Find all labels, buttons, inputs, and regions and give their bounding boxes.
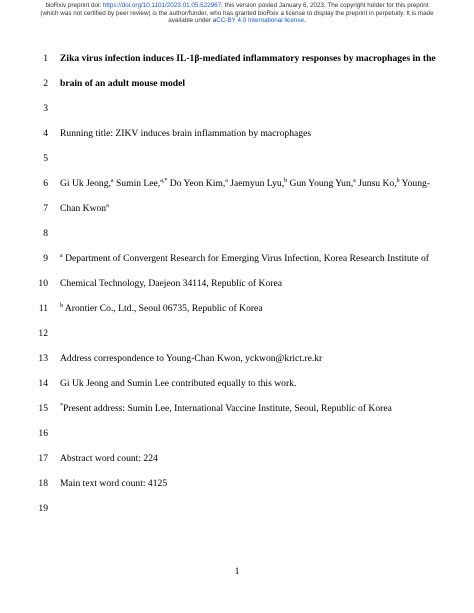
line-number: 10 (38, 278, 48, 289)
banner-license-suffix: . (303, 17, 306, 25)
line-number: 9 (43, 253, 48, 264)
author-name: Jaemyun Lyu, (227, 178, 285, 189)
banner-line1-suffix: ; this version posted January 6, 2023. The copyright holder for this preprint (221, 2, 429, 9)
author-name: Junsu Ko, (355, 178, 397, 189)
equal-contribution-note: Gi Uk Jeong and Sumin Lee contributed equally to this work. (60, 378, 297, 389)
present-address-mark: * (60, 402, 63, 409)
banner-line-2: (which was not certified by peer review) is the author/funder, who has granted bioRxiv a license to display the preprint in perpetuity. It is made (40, 9, 434, 17)
author-affiliation-mark: b (284, 177, 288, 184)
abstract-word-count: Abstract word count: 224 (60, 453, 158, 464)
doi-link[interactable]: https://doi.org/10.1101/2023.01.05.522967 (102, 2, 222, 9)
author-list-line-2 (60, 203, 416, 214)
affiliation-text: Department of Convergent Research for Emerging Virus Infection, Korea Research Institute of (62, 253, 429, 264)
banner-license-prefix: available under a (168, 17, 217, 25)
paper-title-line-1: Zika virus infection induces IL-1β-mediated inflammatory responses by macrophages in the (60, 53, 436, 64)
license-link[interactable]: CC-BY 4.0 International license (216, 17, 304, 25)
line-number: 15 (38, 403, 48, 414)
line-number: 11 (38, 303, 48, 314)
author-name: Chan Kwon (60, 203, 107, 214)
line-number: 1 (43, 53, 48, 64)
line-number: 12 (38, 328, 48, 339)
affiliation-b (60, 303, 416, 314)
line-number: 6 (43, 178, 48, 189)
present-address (60, 403, 416, 414)
page-number: 1 (234, 566, 240, 577)
author-affiliation-mark: a (106, 202, 109, 209)
author-name: Sumin Lee, (113, 178, 161, 189)
line-number: 19 (38, 503, 48, 514)
author-affiliation-mark: a (225, 177, 228, 184)
line-number: 13 (38, 353, 48, 364)
line-number: 4 (43, 128, 48, 139)
affiliation-a-line-1 (60, 252, 429, 264)
present-address-text: Present address: Sumin Lee, International Vaccine Institute, Seoul, Republic of Korea (63, 403, 392, 414)
affiliation-mark: b (60, 302, 63, 309)
author-affiliation-mark: a (110, 177, 114, 184)
main-text-word-count: Main text word count: 4125 (60, 478, 168, 489)
affiliation-mark: a (60, 252, 63, 259)
line-number: 17 (38, 453, 48, 464)
author-name: Do Yeon Kim, (167, 178, 226, 189)
author-name: Gi Uk Jeong, (60, 178, 111, 189)
line-number: 16 (38, 428, 48, 439)
line-number: 3 (43, 103, 48, 114)
author-list-line-1 (60, 177, 431, 189)
line-number: 18 (38, 478, 48, 489)
author-name: Gun Young Yun, (287, 178, 354, 189)
running-title: Running title: ZIKV induces brain inflammation by macrophages (60, 128, 312, 139)
author-affiliation-mark: b (396, 177, 400, 184)
line-number: 7 (43, 203, 48, 214)
author-affiliation-mark: a (353, 177, 356, 184)
affiliation-text: Arontier Co., Ltd., Seoul 06735, Republic of Korea (63, 303, 263, 314)
line-number: 14 (38, 378, 48, 389)
preprint-banner (0, 2, 474, 25)
line-number: 5 (43, 153, 48, 164)
author-affiliation-mark: a,* (160, 177, 168, 184)
banner-doi-prefix: bioRxiv preprint doi: (45, 2, 103, 9)
author-name: Young- (399, 178, 431, 189)
banner-line-3 (0, 17, 474, 25)
affiliation-a-line-2: Chemical Technology, Daejeon 34114, Republic of Korea (60, 278, 282, 289)
paper-title-line-2: brain of an adult mouse model (60, 78, 185, 89)
line-number: 8 (43, 228, 48, 239)
line-number: 2 (43, 78, 48, 89)
correspondence: Address correspondence to Young-Chan Kwon, yckwon@krict.re.kr (60, 353, 323, 364)
banner-line-1 (0, 2, 474, 10)
